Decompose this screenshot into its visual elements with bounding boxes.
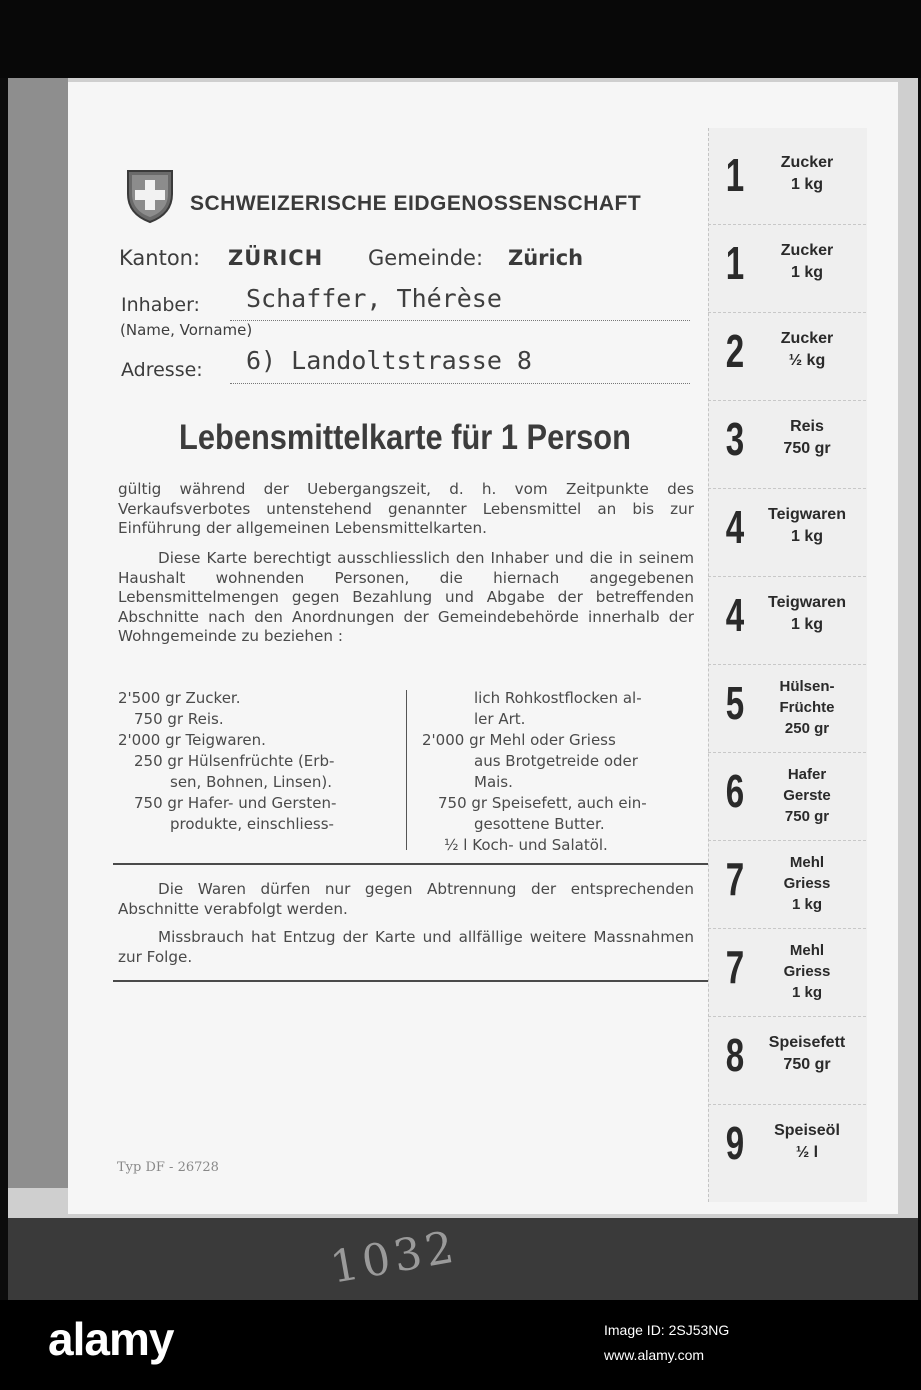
issuer-title: SCHWEIZERISCHE EIDGENOSSENSCHAFT <box>190 192 642 215</box>
list-item: 750 gr Reis. <box>134 710 224 728</box>
section-rule <box>113 863 708 865</box>
holder-label: Inhaber: <box>121 294 200 316</box>
coupon-number: 3 <box>725 413 745 465</box>
coupon-number: 5 <box>725 677 745 729</box>
misuse-paragraph: Missbrauch hat Entzug der Karte und allfällige weitere Massnahmen zur Folge. <box>118 928 694 966</box>
holder-dotted-line <box>230 320 690 321</box>
coupon-number: 4 <box>725 589 745 641</box>
film-bottom-edge <box>8 1218 918 1300</box>
coupon-text: Zucker 1 kg <box>780 242 834 281</box>
address-value: 6) Landoltstrasse 8 <box>246 346 532 375</box>
coupon-number: 7 <box>725 853 745 905</box>
address-dotted-line <box>230 383 690 384</box>
card-title: Lebensmittelkarte für 1 Person <box>179 418 631 457</box>
stock-url: www.alamy.com <box>604 1347 705 1363</box>
list-item: Mais. <box>474 773 513 791</box>
list-divider <box>406 690 407 850</box>
list-item: 750 gr Speisefett, auch ein- <box>438 794 647 812</box>
coupon-text: Zucker ½ kg <box>780 330 834 369</box>
coupon-text: Hafer Gerste 750 gr <box>783 766 831 825</box>
list-item: produkte, einschliess- <box>170 815 334 833</box>
coupon-number: 1 <box>725 149 745 201</box>
list-item: 2'000 gr Mehl oder Griess <box>422 731 616 749</box>
coupon-text: Teigwaren 1 kg <box>768 506 846 545</box>
list-item: 2'000 gr Teigwaren. <box>118 731 266 749</box>
coupon <box>708 224 866 313</box>
coupon-number: 1 <box>725 237 745 289</box>
film-left-edge <box>8 78 68 1188</box>
stock-image-id: Image ID: 2SJ53NG <box>604 1322 730 1338</box>
holder-value: Schaffer, Thérèse <box>246 284 502 313</box>
coupon-number: 2 <box>725 325 745 377</box>
list-item: sen, Bohnen, Linsen). <box>170 773 333 791</box>
municipality-label: Gemeinde: <box>368 246 484 270</box>
list-item: gesottene Butter. <box>474 815 605 833</box>
coupon-text: Speisefett 750 gr <box>768 1034 846 1073</box>
section-rule-bottom <box>113 980 708 982</box>
rations-right-list <box>422 688 647 856</box>
coupon-text: Reis 750 gr <box>783 418 831 457</box>
coupon-number: 8 <box>725 1029 745 1081</box>
list-item: aus Brotgetreide oder <box>474 752 638 770</box>
goods-paragraph: Die Waren dürfen nur gegen Abtrennung der entsprechenden Abschnitte verabfolgt werden. <box>118 880 694 918</box>
municipality-value: Zürich <box>508 246 584 270</box>
coupon <box>708 1104 866 1192</box>
address-label: Adresse: <box>121 359 203 381</box>
coupon <box>708 136 866 225</box>
coupon <box>708 752 866 841</box>
canton-label: Kanton: <box>119 246 201 270</box>
coupon <box>708 488 866 577</box>
negative-number: 1032 <box>326 1221 462 1294</box>
coupon <box>708 576 866 665</box>
list-item: 750 gr Hafer- und Gersten- <box>134 794 337 812</box>
coupon-text: Mehl Griess 1 kg <box>783 854 831 913</box>
coupon <box>708 840 866 929</box>
holder-hint: (Name, Vorname) <box>120 321 253 339</box>
stock-logo: alamy <box>48 1313 174 1365</box>
form-code: Typ DF - 26728 <box>117 1160 219 1175</box>
coupon-number: 4 <box>725 501 745 553</box>
list-item: 250 gr Hülsenfrüchte (Erb- <box>134 752 335 770</box>
coupon-text: Mehl Griess 1 kg <box>783 942 831 1001</box>
entitlement-paragraph: Diese Karte berechtigt ausschliesslich den Inhaber und die in seinem Haushalt wohnenden Personen, die hiernach angegebenen Lebensmittelmengen gegen Bezahlung und Abgabe der betreffenden Abschnitte nach den Anordnungen der Gemeindebehörde innerhalb der Wohngemeinde zu beziehen : <box>118 549 694 645</box>
validity-paragraph: gültig während der Uebergangszeit, d. h. vom Zeitpunkte des Verkaufsverbotes untenstehend genannter Lebensmittel an bis zur Einführung der allgemeinen Lebensmittelkarten. <box>118 480 694 537</box>
swiss-crest-icon <box>125 168 175 224</box>
list-item: ½ l Koch- und Salatöl. <box>444 836 608 854</box>
coupon-text: Hülsen- Früchte 250 gr <box>779 678 835 737</box>
coupon-text: Speiseöl ½ l <box>774 1122 840 1161</box>
coupon <box>708 664 866 753</box>
canton-value: ZÜRICH <box>228 246 324 270</box>
coupon-text: Teigwaren 1 kg <box>768 594 846 633</box>
coupon <box>708 928 866 1017</box>
film-top-border <box>0 0 921 78</box>
coupon <box>708 312 866 401</box>
coupon-number: 6 <box>725 765 745 817</box>
coupon-number: 9 <box>725 1117 745 1169</box>
coupon <box>708 400 866 489</box>
coupon-number: 7 <box>725 941 745 993</box>
list-item: ler Art. <box>474 710 526 728</box>
list-item: lich Rohkostflocken al- <box>474 689 642 707</box>
coupon-text: Zucker 1 kg <box>780 154 834 193</box>
coupon <box>708 1016 866 1105</box>
rations-left-list <box>118 688 337 835</box>
list-item: 2'500 gr Zucker. <box>118 689 241 707</box>
